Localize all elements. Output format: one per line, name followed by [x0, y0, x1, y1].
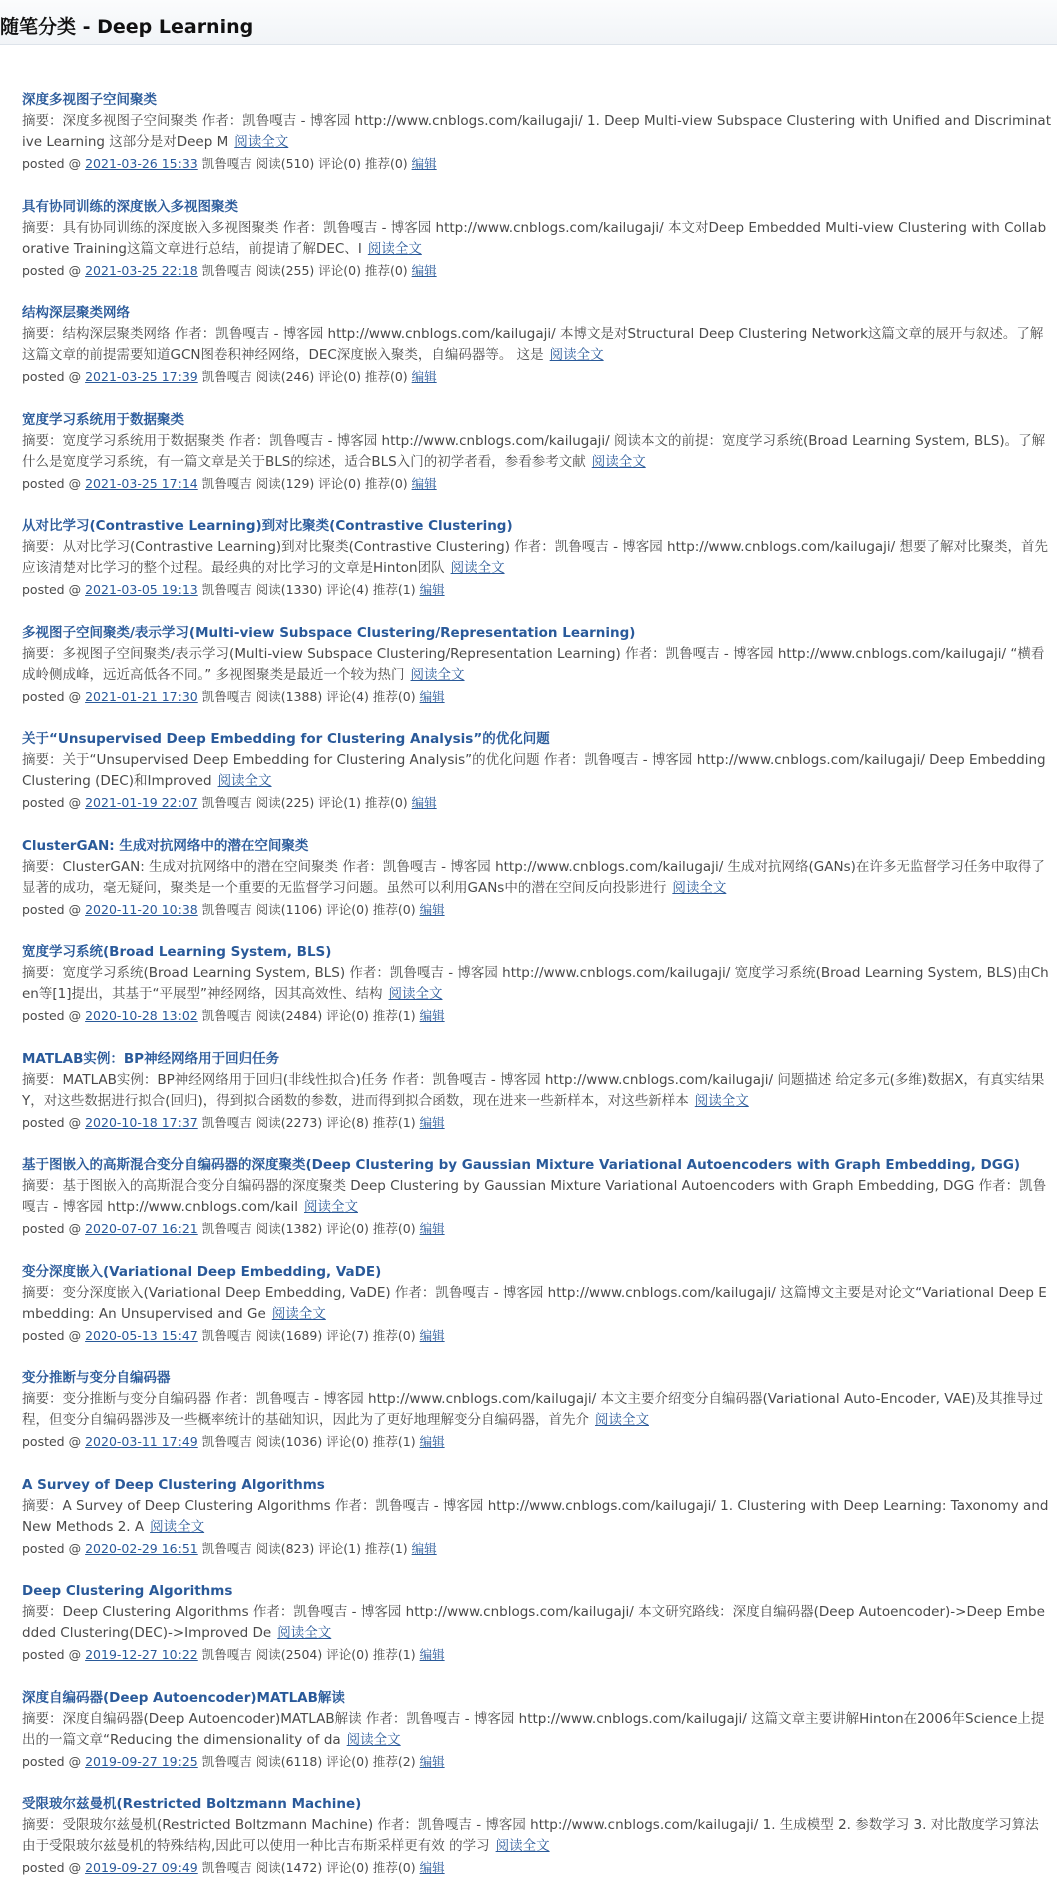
posted-at-label: posted @	[22, 582, 82, 597]
post-entry	[22, 622, 1052, 729]
post-footer	[22, 1538, 1052, 1560]
post-date-link[interactable]: 2020-10-28 13:02	[85, 1008, 198, 1023]
read-more-link[interactable]: 阅读全文	[277, 1625, 332, 1641]
post-stats: 凯鲁嘎吉 阅读(255) 评论(0) 推荐(0)	[201, 262, 408, 278]
post-stats: 凯鲁嘎吉 阅读(510) 评论(0) 推荐(0)	[201, 156, 408, 171]
post-stats: 凯鲁嘎吉 阅读(246) 评论(0) 推荐(0)	[201, 369, 408, 384]
post-summary	[22, 431, 1052, 473]
edit-link[interactable]: 编辑	[419, 1008, 445, 1023]
post-date-link[interactable]: 2021-01-21 17:30	[85, 688, 198, 704]
post-stats: 凯鲁嘎吉 阅读(2504) 评论(0) 推荐(1)	[201, 1647, 416, 1662]
post-entry	[22, 409, 1052, 516]
posted-at-label: posted @	[22, 1753, 82, 1769]
edit-link[interactable]: 编辑	[419, 1114, 445, 1130]
post-footer	[22, 899, 1052, 921]
post-stats: 凯鲁嘎吉 阅读(2484) 评论(0) 推荐(1)	[201, 1008, 416, 1023]
post-summary-text: 摘要：变分深度嵌入(Variational Deep Embedding, VaDE) 作者：凯鲁嘎吉 - 博客园 http://www.cnblogs.com/kailugaji/ 这篇博文主要是对论文“Variational Deep Embedding: An Unsupervised and Ge	[22, 1284, 1047, 1322]
post-stats: 凯鲁嘎吉 阅读(6118) 评论(0) 推荐(2)	[201, 1753, 416, 1769]
post-stats: 凯鲁嘎吉 阅读(1036) 评论(0) 推荐(1)	[201, 1434, 416, 1449]
post-stats: 凯鲁嘎吉 阅读(1689) 评论(7) 推荐(0)	[201, 1327, 416, 1343]
post-footer	[22, 1857, 1052, 1879]
post-title-link[interactable]: A Survey of Deep Clustering Algorithms	[22, 1476, 325, 1493]
read-more-link[interactable]: 阅读全文	[150, 1518, 205, 1535]
edit-link[interactable]: 编辑	[419, 1221, 445, 1236]
posted-at-label: posted @	[22, 475, 82, 491]
post-summary	[22, 644, 1052, 686]
post-entry	[22, 1793, 1052, 1900]
post-summary-text: 摘要：MATLAB实例：BP神经网络用于回归(非线性拟合)任务 作者：凯鲁嘎吉 - 博客园 http://www.cnblogs.com/kailugaji/ 问题描述 给定多元(多维)数据X，有真实结果Y，对这些数据进行拟合(回归)，得到拟合函数的参数，进而得到拟合函数，现在进来一些新样本，对这些新样本	[22, 1071, 1045, 1109]
post-entry	[22, 196, 1052, 303]
edit-link[interactable]: 编辑	[419, 1860, 445, 1875]
post-summary-text: 摘要：关于“Unsupervised Deep Embedding for Clustering Analysis”的优化问题 作者：凯鲁嘎吉 - 博客园 http://www.cnblogs.com/kailugaji/ Deep Embedding Clustering (DEC)和Improved	[22, 752, 1046, 789]
post-entry	[22, 728, 1052, 835]
edit-link[interactable]: 编辑	[419, 688, 445, 704]
post-date-link[interactable]: 2019-12-27 10:22	[85, 1647, 198, 1662]
edit-link[interactable]: 编辑	[411, 795, 437, 810]
edit-link[interactable]: 编辑	[411, 1540, 437, 1556]
post-date-link[interactable]: 2020-03-11 17:49	[85, 1434, 198, 1449]
post-footer	[22, 1005, 1052, 1027]
read-more-link[interactable]: 阅读全文	[367, 240, 422, 257]
posted-at-label: posted @	[22, 795, 82, 810]
post-entry	[22, 1687, 1052, 1794]
post-footer	[22, 1112, 1052, 1134]
post-summary	[22, 1815, 1052, 1857]
post-entry	[22, 941, 1052, 1048]
posted-at-label: posted @	[22, 1327, 82, 1343]
post-title-link[interactable]: 结构深层聚类网络	[22, 305, 130, 321]
posted-at-label: posted @	[22, 1008, 82, 1023]
posted-at-label: posted @	[22, 901, 82, 917]
post-footer	[22, 792, 1052, 814]
post-date-link[interactable]: 2021-03-25 22:18	[85, 262, 198, 278]
post-list	[22, 89, 1052, 1900]
post-footer	[22, 1431, 1052, 1453]
posted-at-label: posted @	[22, 1860, 82, 1875]
post-summary	[22, 750, 1052, 792]
post-summary-text: 摘要：宽度学习系统(Broad Learning System, BLS) 作者：凯鲁嘎吉 - 博客园 http://www.cnblogs.com/kailugaji/ 宽度学习系统(Broad Learning System, BLS)由Chen等[1]提出，其基于“平展型”神经网络，因其高效性、结构	[22, 965, 1049, 1002]
post-summary	[22, 1602, 1052, 1644]
post-title-link[interactable]: Deep Clustering Algorithms	[22, 1583, 233, 1599]
post-stats: 凯鲁嘎吉 阅读(225) 评论(1) 推荐(0)	[201, 795, 408, 810]
post-stats: 凯鲁嘎吉 阅读(1330) 评论(4) 推荐(1)	[201, 582, 416, 597]
posted-at-label: posted @	[22, 1434, 82, 1449]
read-more-link[interactable]: 阅读全文	[346, 1731, 401, 1748]
post-title-link[interactable]: 具有协同训练的深度嵌入多视图聚类	[22, 198, 238, 215]
post-summary-text: 摘要：变分推断与变分自编码器 作者：凯鲁嘎吉 - 博客园 http://www.cnblogs.com/kailugaji/ 本文主要介绍变分自编码器(Variational Auto-Encoder, VAE)及其推导过程，但变分自编码器涉及一些概率统计的基础知识，因此为了更好地理解变分自编码器，首先介	[22, 1391, 1044, 1428]
post-summary	[22, 1496, 1052, 1538]
read-more-link[interactable]: 阅读全文	[217, 773, 272, 789]
post-entry	[22, 1580, 1052, 1687]
post-summary	[22, 111, 1052, 153]
post-summary-text: 摘要：宽度学习系统用于数据聚类 作者：凯鲁嘎吉 - 博客园 http://www.cnblogs.com/kailugaji/ 阅读本文的前提：宽度学习系统(Broad Learning System, BLS)。了解什么是宽度学习系统，有一篇文章是关于BLS的综述，适合BLS入门的初学者看，参看参考文献	[22, 432, 1046, 470]
posted-at-label: posted @	[22, 1540, 82, 1556]
page-title: 随笔分类 - Deep Learning	[0, 16, 254, 38]
post-summary-text: 摘要：A Survey of Deep Clustering Algorithms 作者：凯鲁嘎吉 - 博客园 http://www.cnblogs.com/kailugaji/ 1. Clustering with Deep Learning: Taxonomy and New Methods 2. A	[22, 1497, 1049, 1535]
read-more-link[interactable]: 阅读全文	[388, 986, 443, 1002]
read-more-link[interactable]: 阅读全文	[672, 879, 727, 896]
post-date-link[interactable]: 2020-07-07 16:21	[85, 1221, 198, 1236]
read-more-link[interactable]: 阅读全文	[450, 560, 505, 576]
post-date-link[interactable]: 2021-03-25 17:39	[85, 369, 198, 384]
read-more-link[interactable]: 阅读全文	[495, 1838, 550, 1854]
post-title-link[interactable]: 变分深度嵌入(Variational Deep Embedding, VaDE)	[22, 1263, 382, 1280]
edit-link[interactable]: 编辑	[419, 582, 445, 597]
post-summary-text: 摘要：结构深层聚类网络 作者：凯鲁嘎吉 - 博客园 http://www.cnblogs.com/kailugaji/ 本博文是对Structural Deep Clustering Network这篇文章的展开与叙述。了解这篇文章的前提需要知道GCN图卷积神经网络，DEC深度嵌入聚类，自编码器等。 这是	[22, 326, 1044, 363]
post-date-link[interactable]: 2021-03-05 19:13	[85, 582, 198, 597]
post-entry	[22, 515, 1052, 622]
post-date-link[interactable]: 2020-11-20 10:38	[85, 901, 198, 917]
post-summary-text: 摘要：深度多视图子空间聚类 作者：凯鲁嘎吉 - 博客园 http://www.cnblogs.com/kailugaji/ 1. Deep Multi-view Subspace Clustering with Unified and Discriminative Learning 这部分是对Deep M	[22, 113, 1051, 150]
post-summary	[22, 1176, 1052, 1218]
post-summary-text: 摘要：多视图子空间聚类/表示学习(Multi-view Subspace Clustering/Representation Learning) 作者：凯鲁嘎吉 - 博客园 http://www.cnblogs.com/kailugaji/ “横看成岭侧成峰，远近高低各不同。” 多视图聚类是最近一个较为热门	[22, 645, 1045, 683]
post-entry	[22, 835, 1052, 942]
post-title-link[interactable]: 受限玻尔兹曼机(Restricted Boltzmann Machine)	[22, 1796, 362, 1812]
post-title-link[interactable]: MATLAB实例：BP神经网络用于回归任务	[22, 1050, 280, 1067]
read-more-link[interactable]: 阅读全文	[591, 453, 646, 470]
post-entry	[22, 1154, 1052, 1261]
post-title-link[interactable]: 变分推断与变分自编码器	[22, 1370, 171, 1386]
post-title-link[interactable]: 深度多视图子空间聚类	[22, 92, 157, 108]
post-title-link[interactable]: 多视图子空间聚类/表示学习(Multi-view Subspace Clustering/Representation Learning)	[22, 624, 636, 641]
post-footer	[22, 1218, 1052, 1240]
post-stats: 凯鲁嘎吉 阅读(1472) 评论(0) 推荐(0)	[201, 1860, 416, 1875]
read-more-link[interactable]: 阅读全文	[694, 1092, 749, 1109]
post-summary-text: 摘要：深度自编码器(Deep Autoencoder)MATLAB解读 作者：凯鲁嘎吉 - 博客园 http://www.cnblogs.com/kailugaji/ 这篇文章主要讲解Hinton在2006年Science上提出的一篇文章“Reducing the dimensionality of da	[22, 1710, 1045, 1748]
posted-at-label: posted @	[22, 369, 82, 384]
post-summary-text: 摘要：Deep Clustering Algorithms 作者：凯鲁嘎吉 - 博客园 http://www.cnblogs.com/kailugaji/ 本文研究路线：深度自编码器(Deep Autoencoder)->Deep Embedded Clustering(DEC)->Improved De	[22, 1604, 1045, 1641]
post-date-link[interactable]: 2019-09-27 09:49	[85, 1860, 198, 1875]
read-more-link[interactable]: 阅读全文	[410, 666, 465, 683]
post-summary	[22, 537, 1052, 579]
read-more-link[interactable]: 阅读全文	[549, 347, 604, 363]
post-stats: 凯鲁嘎吉 阅读(1388) 评论(4) 推荐(0)	[201, 688, 416, 704]
post-stats: 凯鲁嘎吉 阅读(2273) 评论(8) 推荐(1)	[201, 1114, 416, 1130]
read-more-link[interactable]: 阅读全文	[303, 1199, 358, 1215]
post-title-link[interactable]: 宽度学习系统(Broad Learning System, BLS)	[22, 944, 332, 960]
post-summary-text: 摘要：基于图嵌入的高斯混合变分自编码器的深度聚类 Deep Clustering by Gaussian Mixture Variational Autoencoders with Graph Embedding, DGG 作者：凯鲁嘎吉 - 博客园 http://www.cnblogs.com/kail	[22, 1178, 1047, 1215]
posted-at-label: posted @	[22, 1221, 82, 1236]
post-summary	[22, 857, 1052, 899]
post-title-link[interactable]: 从对比学习(Contrastive Learning)到对比聚类(Contrastive Clustering)	[22, 518, 513, 534]
post-entry	[22, 1048, 1052, 1155]
post-title-link[interactable]: ClusterGAN: 生成对抗网络中的潜在空间聚类	[22, 837, 309, 854]
post-footer	[22, 366, 1052, 388]
posted-at-label: posted @	[22, 1114, 82, 1130]
post-footer	[22, 260, 1052, 282]
posted-at-label: posted @	[22, 1647, 82, 1662]
post-summary-text: 摘要：从对比学习(Contrastive Learning)到对比聚类(Contrastive Clustering) 作者：凯鲁嘎吉 - 博客园 http://www.cnblogs.com/kailugaji/ 想要了解对比聚类，首先应该清楚对比学习的整个过程。最经典的对比学习的文章是Hinton团队	[22, 539, 1049, 576]
post-date-link[interactable]: 2020-10-18 17:37	[85, 1114, 198, 1130]
edit-link[interactable]: 编辑	[411, 156, 437, 171]
read-more-link[interactable]: 阅读全文	[234, 134, 289, 150]
post-summary-text: 摘要：ClusterGAN: 生成对抗网络中的潜在空间聚类 作者：凯鲁嘎吉 - 博客园 http://www.cnblogs.com/kailugaji/ 生成对抗网络(GANs)在许多无监督学习任务中取得了显著的成功，毫无疑问，聚类是一个重要的无监督学习问题。虽然可以利用GANs中的潜在空间反向投影进行	[22, 858, 1045, 896]
post-title-link[interactable]: 基于图嵌入的高斯混合变分自编码器的深度聚类(Deep Clustering by Gaussian Mixture Variational Autoencoders with Graph Embedding, DGG)	[22, 1157, 1021, 1173]
posted-at-label: posted @	[22, 688, 82, 704]
edit-link[interactable]: 编辑	[411, 262, 437, 278]
post-date-link[interactable]: 2020-02-29 16:51	[85, 1540, 198, 1556]
post-footer	[22, 153, 1052, 175]
post-entry	[22, 1367, 1052, 1474]
post-date-link[interactable]: 2021-03-25 17:14	[85, 475, 198, 491]
post-summary	[22, 1709, 1052, 1751]
post-title-link[interactable]: 宽度学习系统用于数据聚类	[22, 411, 184, 428]
post-summary-text: 摘要：受限玻尔兹曼机(Restricted Boltzmann Machine) 作者：凯鲁嘎吉 - 博客园 http://www.cnblogs.com/kailugaji/ 1. 生成模型 2. 参数学习 3. 对比散度学习算法 由于受限玻尔兹曼机的特殊结构,因此可以使用一种比吉布斯采样更有效 的学习	[22, 1817, 1039, 1854]
post-summary	[22, 324, 1052, 366]
post-stats: 凯鲁嘎吉 阅读(1106) 评论(0) 推荐(0)	[201, 901, 416, 917]
post-summary	[22, 1070, 1052, 1112]
posted-at-label: posted @	[22, 262, 82, 278]
post-footer	[22, 579, 1052, 601]
edit-link[interactable]: 编辑	[419, 1753, 445, 1769]
edit-link[interactable]: 编辑	[411, 475, 437, 491]
post-footer	[22, 473, 1052, 495]
post-date-link[interactable]: 2020-05-13 15:47	[85, 1327, 198, 1343]
post-entry	[22, 1474, 1052, 1581]
edit-link[interactable]: 编辑	[419, 1647, 445, 1662]
edit-link[interactable]: 编辑	[419, 1327, 445, 1343]
edit-link[interactable]: 编辑	[419, 1434, 445, 1449]
post-entry	[22, 302, 1052, 409]
post-summary	[22, 1283, 1052, 1325]
post-entry	[22, 1261, 1052, 1368]
post-title-link[interactable]: 深度自编码器(Deep Autoencoder)MATLAB解读	[22, 1689, 345, 1706]
edit-link[interactable]: 编辑	[419, 901, 445, 917]
read-more-link[interactable]: 阅读全文	[271, 1305, 326, 1322]
post-summary-text: 摘要：具有协同训练的深度嵌入多视图聚类 作者：凯鲁嘎吉 - 博客园 http://www.cnblogs.com/kailugaji/ 本文对Deep Embedded Multi-view Clustering with Collaborative Training这篇文章进行总结，前提请了解DEC、I	[22, 219, 1047, 257]
post-stats: 凯鲁嘎吉 阅读(1382) 评论(0) 推荐(0)	[201, 1221, 416, 1236]
post-footer	[22, 1751, 1052, 1773]
read-more-link[interactable]: 阅读全文	[595, 1412, 649, 1428]
post-date-link[interactable]: 2021-01-19 22:07	[85, 795, 198, 810]
post-summary	[22, 1389, 1052, 1431]
page-header	[0, 0, 1057, 45]
post-stats: 凯鲁嘎吉 阅读(129) 评论(0) 推荐(0)	[201, 475, 408, 491]
posted-at-label: posted @	[22, 156, 82, 171]
post-entry	[22, 89, 1052, 196]
post-footer	[22, 686, 1052, 708]
post-footer	[22, 1325, 1052, 1347]
post-summary	[22, 218, 1052, 260]
edit-link[interactable]: 编辑	[411, 369, 437, 384]
post-summary	[22, 963, 1052, 1005]
post-footer	[22, 1644, 1052, 1666]
post-date-link[interactable]: 2021-03-26 15:33	[85, 156, 198, 171]
post-date-link[interactable]: 2019-09-27 19:25	[85, 1753, 198, 1769]
post-title-link[interactable]: 关于“Unsupervised Deep Embedding for Clustering Analysis”的优化问题	[22, 731, 550, 747]
post-stats: 凯鲁嘎吉 阅读(823) 评论(1) 推荐(1)	[201, 1540, 408, 1556]
